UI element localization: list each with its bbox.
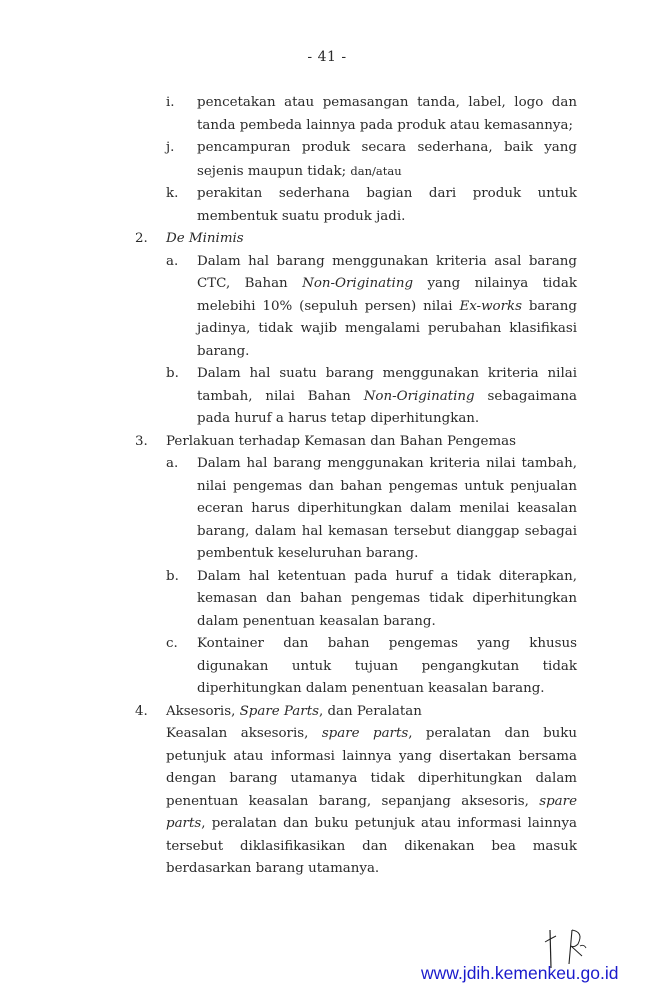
list-item-j (0, 137, 577, 183)
list-marker: b. (166, 568, 179, 584)
list-item-text: pencampuran produk secara sederhana, baik yang sejenis maupun tidak; dan/atau (197, 140, 577, 179)
section-title: De Minimis (166, 231, 244, 246)
list-item-text: Dalam hal barang menggunakan kriteria asal barang CTC, Bahan Non-Originating yang nilainya tidak melebihi 10% (sepuluh persen) nilai Ex-works barang jadinya, tidak wajib mengalami perubahan klasifikasi barang. (197, 253, 577, 359)
list-marker: a. (166, 456, 179, 471)
section-3-heading (0, 431, 577, 454)
section-title: Aksesoris, Spare Parts, dan Peralatan (166, 703, 422, 719)
list-item-k (0, 183, 577, 228)
section-4-heading (0, 701, 577, 724)
section-3-item-c (0, 633, 577, 701)
section-2-heading (0, 228, 577, 251)
section-number: 4. (135, 703, 148, 719)
list-marker: j. (166, 140, 175, 155)
section-number: 3. (135, 433, 148, 449)
document-body (0, 92, 654, 881)
section-title: Perlakuan terhadap Kemasan dan Bahan Pengemas (166, 433, 517, 449)
list-marker: b. (166, 366, 179, 381)
list-marker: c. (166, 636, 178, 651)
page-number: - 41 - (307, 49, 347, 65)
list-marker: i. (166, 95, 175, 110)
list-item-text: Dalam hal suatu barang menggunakan kriteria nilai tambah, nilai Bahan Non-Originating sebagaimana pada huruf a harus tetap diperhitungkan. (197, 366, 577, 426)
section-2-item-a (0, 251, 577, 364)
list-item-text: Dalam hal ketentuan pada huruf a tidak diterapkan, kemasan dan bahan pengemas tidak diperhitungkan dalam penentuan keasalan barang. (197, 568, 577, 629)
section-3-item-b (0, 566, 577, 634)
list-item-i (0, 92, 577, 137)
section-4-body: Keasalan aksesoris, spare parts, peralatan dan buku petunjuk atau informasi lainnya yang disertakan bersama dengan barang utamanya tidak diperhitungkan dalam penentuan keasalan barang, sepanjang aksesoris, spare parts, peralatan dan buku petunjuk atau informasi lainnya tersebut diklasifikasikan dan dikenakan bea masuk berdasarkan barang utamanya. (166, 726, 578, 876)
section-2-item-b (0, 363, 577, 431)
section-3-item-a (0, 453, 577, 566)
list-item-text: pencetakan atau pemasangan tanda, label, logo dan tanda pembeda lainnya pada produk atau kemasannya; (197, 95, 577, 133)
list-item-text: Dalam hal barang menggunakan kriteria nilai tambah, nilai pengemas dan bahan pengemas untuk penjualan eceran harus diperhitungkan dalam menilai keasalan barang, dalam hal kemasan tersebut dianggap sebagai pembentuk keseluruhan barang. (197, 456, 577, 561)
footer-url-link[interactable]: www.jdih.kemenkeu.go.id (421, 963, 619, 983)
list-item-suffix: dan/atau (350, 163, 402, 178)
section-number: 2. (135, 231, 148, 246)
list-item-text: perakitan sederhana bagian dari produk untuk membentuk suatu produk jadi. (197, 186, 577, 224)
list-marker: k. (166, 186, 179, 201)
list-marker: a. (166, 253, 179, 269)
list-item-text: Kontainer dan bahan pengemas yang khusus digunakan untuk tujuan pengangkutan tidak diperhitungkan dalam penentuan keasalan barang. (197, 636, 577, 696)
